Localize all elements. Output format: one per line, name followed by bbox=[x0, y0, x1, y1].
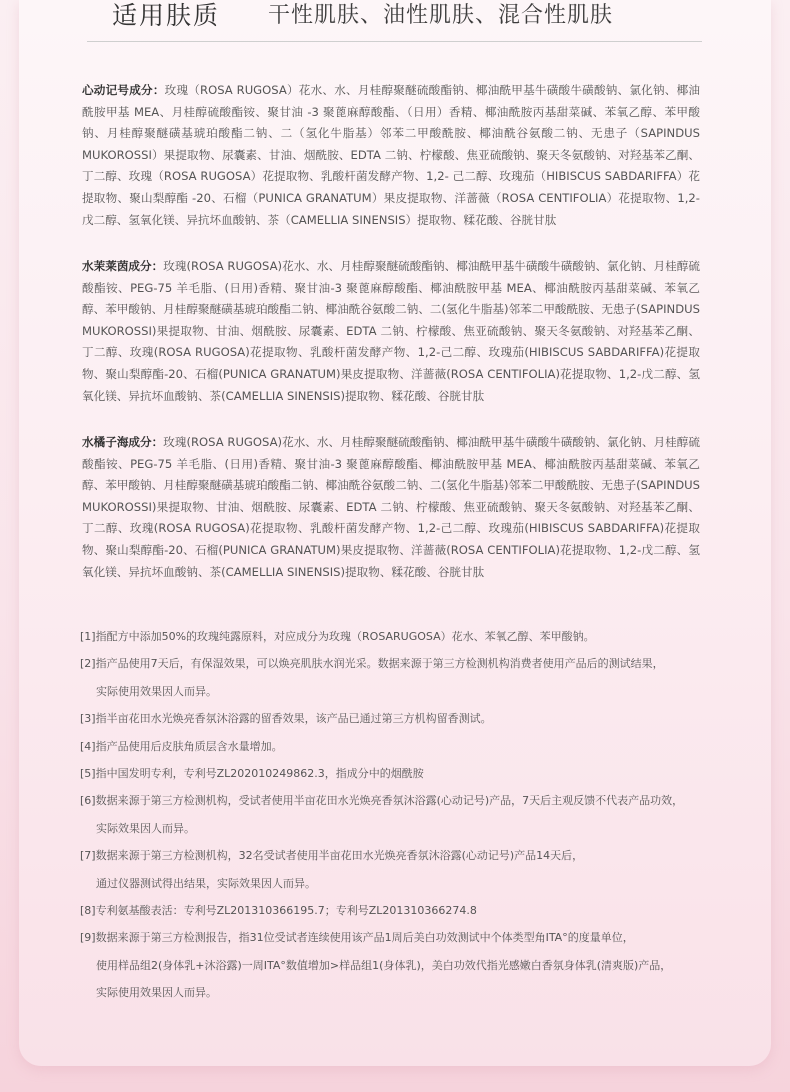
header-divider bbox=[87, 41, 702, 42]
footnote-2: [2]指产品使用7天后，有保湿效果，可以焕亮肌肤水润光采。数据来源于第三方检测机构消费者使用产品后的测试结果， bbox=[80, 657, 664, 671]
ingredients-jasmine bbox=[82, 256, 700, 407]
footnote-5: [5]指中国发明专利，专利号ZL202010249862.3，指成分中的烟酰胺 bbox=[80, 767, 424, 781]
footnotes bbox=[80, 623, 710, 1007]
ingredients-text: 玫瑰（ROSA RUGOSA）花水、水、月桂醇聚醚硫酸酯钠、椰油酰甲基牛磺酸牛磺酸钠、氯化钠、椰油酰胺甲基 MEA、月桂醇硫酸酯铵、聚甘油 -3 聚蓖麻醇酸酯、（日用）香精、椰油酰胺丙基甜菜碱、苯氧乙醇、苯甲酸钠、月桂醇聚醚磺基琥珀酸酯二钠、二（氢化牛脂基）邻苯二甲酸酰胺、椰油酰谷氨酸二钠、无患子（SAPINDUS MUKOROSSI）果提取物、尿囊素、甘油、烟酰胺、EDTA 二钠、柠檬酸、焦亚硫酸钠、聚天冬氨酸钠、对羟基苯乙酮、丁二醇、玫瑰（ROSA RUGOSA）花提取物、乳酸杆菌发酵产物、1,2- 己二醇、玫瑰茄（HIBISCUS SABDARIFFA）花提取物、聚山梨醇酯 -20、石榴（PUNICA GRANATUM）果皮提取物、洋蔷薇（ROSA CENTIFOLIA）花提取物、1,2- 戊二醇、氢氧化镁、异抗坏血酸钠、茶（CAMELLIA SINENSIS）提取物、糅花酸、谷胱甘肽 bbox=[82, 83, 700, 227]
footnote-4: [4]指产品使用后皮肤角质层含水量增加。 bbox=[80, 739, 283, 753]
ingredients-heart-signal bbox=[82, 80, 700, 231]
ingredients-label: 水茉莱茵成分： bbox=[82, 259, 164, 273]
ingredients-label: 心动记号成分： bbox=[82, 83, 165, 97]
skin-type-values: 干性肌肤、油性肌肤、混合性肌肤 bbox=[268, 3, 614, 28]
footnote-9: [9]数据来源于第三方检测报告，指31位受试者连续使用该产品1周后美白功效测试中个体类型角ITA°的度量单位， bbox=[80, 931, 634, 945]
ingredients-text: 玫瑰(ROSA RUGOSA)花水、水、月桂醇聚醚硫酸酯钠、椰油酰甲基牛磺酸牛磺酸钠、氯化钠、月桂醇硫酸酯铵、PEG-75 羊毛脂、(日用)香精、聚甘油-3 聚蓖麻醇酸酯、椰油酰胺甲基 MEA、椰油酰胺丙基甜菜碱、苯氧乙醇、苯甲酸钠、月桂醇聚醚磺基琥珀酸酯二钠、椰油酰谷氨酸二钠、二(氢化牛脂基)邻苯二甲酸酰胺、无患子(SAPINDUS MUKOROSSI)果提取物、甘油、烟酰胺、尿囊素、EDTA 二钠、柠檬酸、焦亚硫酸钠、聚天冬氨酸钠、对羟基苯乙酮、丁二醇、玫瑰(ROSA RUGOSA)花提取物、乳酸杆菌发酵产物、1,2-己二醇、玫瑰茄(HIBISCUS SABDARIFFA)花提取物、聚山梨醇酯-20、石榴(PUNICA GRANATUM)果皮提取物、洋蔷薇(ROSA CENTIFOLIA)花提取物、1,2-戊二醇、氢氧化镁、异抗坏血酸钠、茶(CAMELLIA SINENSIS)提取物、糅花酸、谷胱甘肽 bbox=[82, 259, 700, 403]
footnote-3: [3]指半亩花田水光焕亮香氛沐浴露的留香效果，该产品已通过第三方机构留香测试。 bbox=[80, 712, 492, 726]
footnote-7-cont: 通过仪器测试得出结果，实际效果因人而异。 bbox=[96, 876, 316, 890]
skin-type-label: 适用肤质 bbox=[112, 1, 221, 30]
ingredients-label: 水橘子海成分： bbox=[82, 435, 164, 449]
footnote-6-cont: 实际效果因人而异。 bbox=[96, 821, 195, 835]
footnote-1: [1]指配方中添加50%的玫瑰纯露原料，对应成分为玫瑰（ROSARUGOSA）花水、苯氧乙醇、苯甲酸钠。 bbox=[80, 630, 595, 643]
footnote-6: [6]数据来源于第三方检测机构，受试者使用半亩花田水光焕亮香氛沐浴露(心动记号)产品，7天后主观反馈不代表产品功效， bbox=[80, 794, 684, 808]
skin-type-header bbox=[0, 0, 790, 32]
footnote-9-cont2: 实际使用效果因人而异。 bbox=[96, 986, 217, 1000]
footnote-7: [7]数据来源于第三方检测机构，32名受试者使用半亩花田水光焕亮香氛沐浴露(心动记号)产品14天后， bbox=[80, 849, 584, 863]
ingredients-text: 玫瑰(ROSA RUGOSA)花水、水、月桂醇聚醚硫酸酯钠、椰油酰甲基牛磺酸牛磺酸钠、氯化钠、月桂醇硫酸酯铵、PEG-75 羊毛脂、(日用)香精、聚甘油-3 聚蓖麻醇酸酯、椰油酰胺甲基 MEA、椰油酰胺丙基甜菜碱、苯氧乙醇、苯甲酸钠、月桂醇聚醚磺基琥珀酸酯二钠、椰油酰谷氨酸二钠、二(氢化牛脂基)邻苯二甲酸酰胺、无患子(SAPINDUS MUKOROSSI)果提取物、甘油、烟酰胺、尿囊素、EDTA 二钠、柠檬酸、焦亚硫酸钠、聚天冬氨酸钠、对羟基苯乙酮、丁二醇、玫瑰(ROSA RUGOSA)花提取物、乳酸杆菌发酵产物、1,2-己二醇、玫瑰茄(HIBISCUS SABDARIFFA)花提取物、聚山梨醇酯-20、石榴(PUNICA GRANATUM)果皮提取物、洋蔷薇(ROSA CENTIFOLIA)花提取物、1,2-戊二醇、氢氧化镁、异抗坏血酸钠、茶(CAMELLIA SINENSIS)提取物、糅花酸、谷胱甘肽 bbox=[82, 435, 700, 579]
footnote-2-cont: 实际使用效果因人而异。 bbox=[96, 684, 217, 698]
footnote-9-cont: 使用样品组2(身体乳+沐浴露)一周ITA°数值增加>样品组1(身体乳)，美白功效代指光感嫩白香氛身体乳(清爽版)产品， bbox=[96, 958, 672, 972]
ingredients-orange-sea bbox=[82, 432, 700, 583]
footnote-8: [8]专利氨基酸表活：专利号ZL201310366195.7；专利号ZL201310366274.8 bbox=[80, 904, 477, 918]
